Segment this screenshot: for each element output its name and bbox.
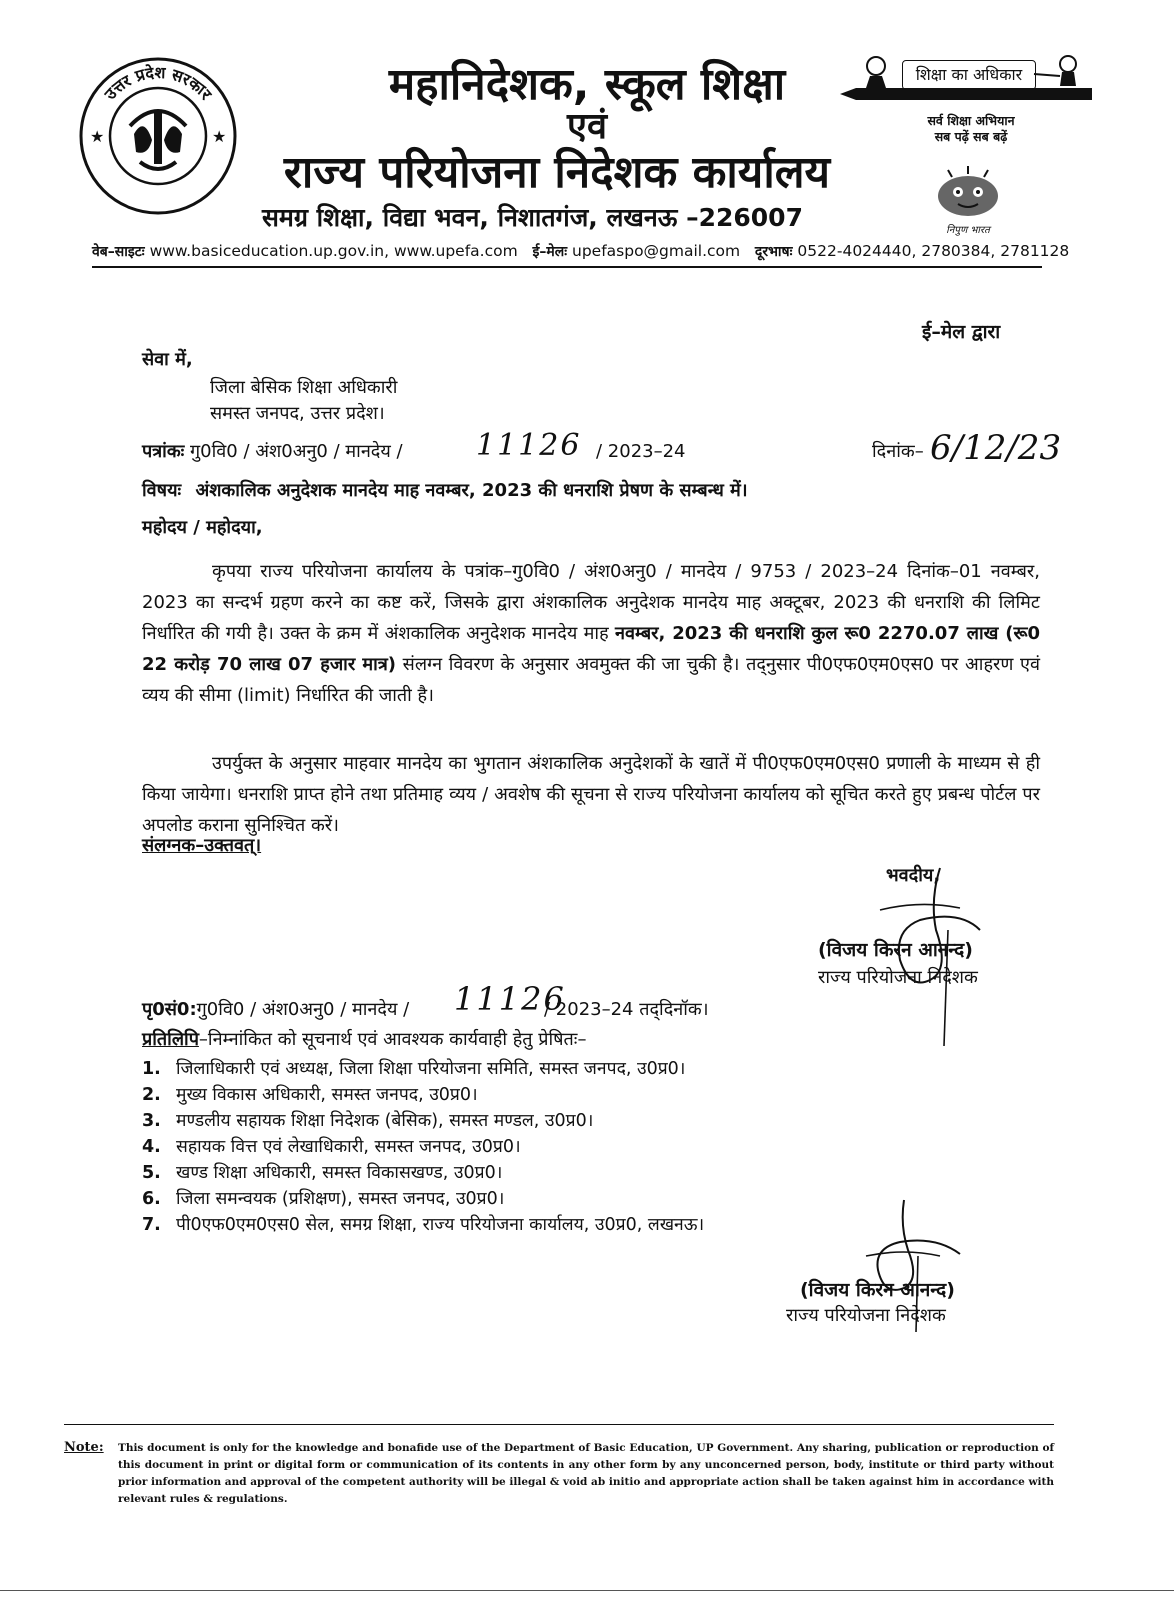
phone-value: 0522-4024440, 2780384, 2781128 [797,242,1070,260]
copy-ref-line [142,996,409,1024]
svg-text:★: ★ [212,127,227,146]
contact-line [92,242,1069,261]
signatory-name: (विजय किरन आनन्द) [818,939,973,961]
ssa-line2: सब पढ़ें सब बढ़ें [934,129,1008,144]
signatory-title: राज्य परियोजना निदेशक [818,967,978,988]
note-text: This document is only for the knowledge and bonafide use of the Department of Basic Education, UP Government. Any sharing, publication or reproduction of this document in print or digital form or communication of its contents in any other form by any unconcerned person, body, institute or third party without prior information and approval of the competent authority will be illegal & void ab initio and appropriate action shall be taken against him in accordance with relevant rules & regulations. [118,1442,1054,1505]
copy-ref-prefix: गु0वि0 / अंश0अनु0 / मानदेय / [196,999,410,1020]
copy-intro-text: –निम्नांकित को सूचनार्थ एवं आवश्यक कार्यवाही हेतु प्रेषितः– [198,1029,587,1050]
nipun-label: निपुण भारत [946,225,990,236]
subject-line [142,478,748,502]
subject-text: अंशकालिक अनुदेशक मानदेय माह नवम्बर, 2023 की धनराशि प्रेषण के सम्बन्ध में। [195,480,748,501]
rte-label-box: शिक्षा का अधिकार [902,60,1036,90]
email-value: upefaspo@gmail.com [572,242,741,260]
date-handwritten: 6/12/23 [930,428,1062,468]
ref-label: पत्रांकः [142,441,185,462]
salutation: महोदय / महोदया, [142,517,263,538]
copy-ref-suffix: / 2023–24 तद्‌दिनॉक। [544,999,709,1020]
copy-list-item: 6. जिला समन्वयक (प्रशिक्षण), समस्त जनपद, उ0प्र0। [142,1189,505,1209]
copy-list-item: 1. जिलाधिकारी एवं अध्यक्ष, जिला शिक्षा परियोजना समिति, समस्त जनपद, उ0प्र0। [142,1059,686,1079]
emblem-arc-text: उत्तर प्रदेश सरकार [100,62,216,104]
nipun-mascot-icon [928,164,1008,222]
page-bottom-edge [0,1590,1174,1591]
email-label: ई–मेलः [532,244,568,260]
copy-list-item: 4. सहायक वित्त एवं लेखाधिकारी, समस्त जनपद, उ0प्र0। [142,1137,521,1157]
header-title-line3: राज्य परियोजना निदेशक कार्यालय [283,147,831,198]
paragraph-1-part2: संलग्न विवरण के अनुसार अवमुक्त की जा चुकी है। तद्नुसार पी0एफ0एम0एस0 पर आहरण एवं व्यय की सीमा (limit) निर्धारित की जाती है। [142,654,1040,706]
delivery-mode: ई–मेल द्वारा [922,321,1001,343]
copy-ref-label: पृ0सं0: [142,999,197,1020]
copy-intro-label: प्रतिलिपि [142,1029,199,1050]
enclosure: संलग्नक–उक्तवत्। [142,835,262,856]
copy-list-item: 3. मण्डलीय सहायक शिक्षा निदेशक (बेसिक), समस्त मण्डल, उ0प्र0। [142,1111,594,1131]
svg-text:★: ★ [90,127,105,146]
ref-line [142,438,403,466]
copy-signatory-title: राज्य परियोजना निदेशक [786,1305,946,1326]
paragraph-1-part1: कृपया राज्य परियोजना कार्यालय के पत्रांक–गु0वि0 / अंश0अनु0 / मानदेय / 9753 / 2023–24 दिनांक–01 नवम्बर, 2023 का सन्दर्भ ग्रहण करने का कष्ट करें, जिसके द्वारा अंशकालिक अनुदेशक मानदेय माह अक्टूबर, 2023 की धनराशि की लिमिट निर्धारित की गयी है। उक्त के क्रम में अंशकालिक अनुदेशक मानदेय माह [142,561,1040,644]
copy-list-item: 7. पी0एफ0एम0एस0 सेल, समग्र शिक्षा, राज्य परियोजना कार्यालय, उ0प्र0, लखनऊ। [142,1215,705,1235]
copy-ref-number-handwritten: 11126 [454,980,566,1018]
copy-list-item: 5. खण्ड शिक्षा अधिकारी, समस्त विकासखण्ड, उ0प्र0। [142,1163,503,1183]
phone-label: दूरभाषः [754,244,793,260]
subject-label: विषयः [142,480,182,501]
copy-intro [142,1026,586,1054]
note-label: Note: [64,1440,104,1455]
paragraph-2: उपर्युक्त के अनुसार माहवार मानदेय का भुगतान अंशकालिक अनुदेशकों के खातें में पी0एफ0एम0एस0 प्रणाली के माध्यम से ही किया जायेगा। धनराशि प्राप्त होने तथा प्रतिमाह व्यय / अवशेष की सूचना से राज्य परियोजना कार्यालय को सूचित करते हुए प्रबन्ध पोर्टल पर अपलोड कराना सुनिश्चित करें। [142,753,1040,836]
header-address: समग्र शिक्षा, विद्या भवन, निशातगंज, लखनऊ –226007 [262,203,803,232]
copy-signatory-name: (विजय किरन आनन्द) [800,1279,955,1301]
ref-number-handwritten: 11126 [476,428,582,463]
to-label: सेवा में, [142,349,193,370]
ref-prefix: गु0वि0 / अंश0अनु0 / मानदेय / [190,441,403,462]
closing: भवदीय, [886,865,941,886]
nipun-bharat-logo [928,164,1008,222]
header-title-line1: महानिदेशक, स्कूल शिक्षा [388,59,786,110]
ssa-line1: सर्व शिक्षा अभियान [927,113,1015,128]
date-label: दिनांक– [872,441,924,462]
paragraph-1 [142,556,1040,711]
paragraph-1-amount: नवम्बर, 2023 की धनराशि कुल रू0 2270.07 लाख (रू0 22 करोड़ 70 लाख 07 हजार मात्र) [142,623,1040,675]
header-divider [92,266,1042,268]
footer-divider [64,1424,1054,1425]
ref-suffix: / 2023–24 [596,441,686,462]
recipient-line2: समस्त जनपद, उत्तर प्रदेश। [210,403,385,424]
web-label: वेब–साइटः [92,244,145,260]
recipient-line1: जिला बेसिक शिक्षा अधिकारी [210,377,398,398]
copy-list-item: 2. मुख्य विकास अधिकारी, समस्त जनपद, उ0प्र0। [142,1085,478,1105]
web-value: www.basiceducation.up.gov.in, www.upefa.com [149,242,518,260]
header-title-line2: एवं [567,106,607,147]
